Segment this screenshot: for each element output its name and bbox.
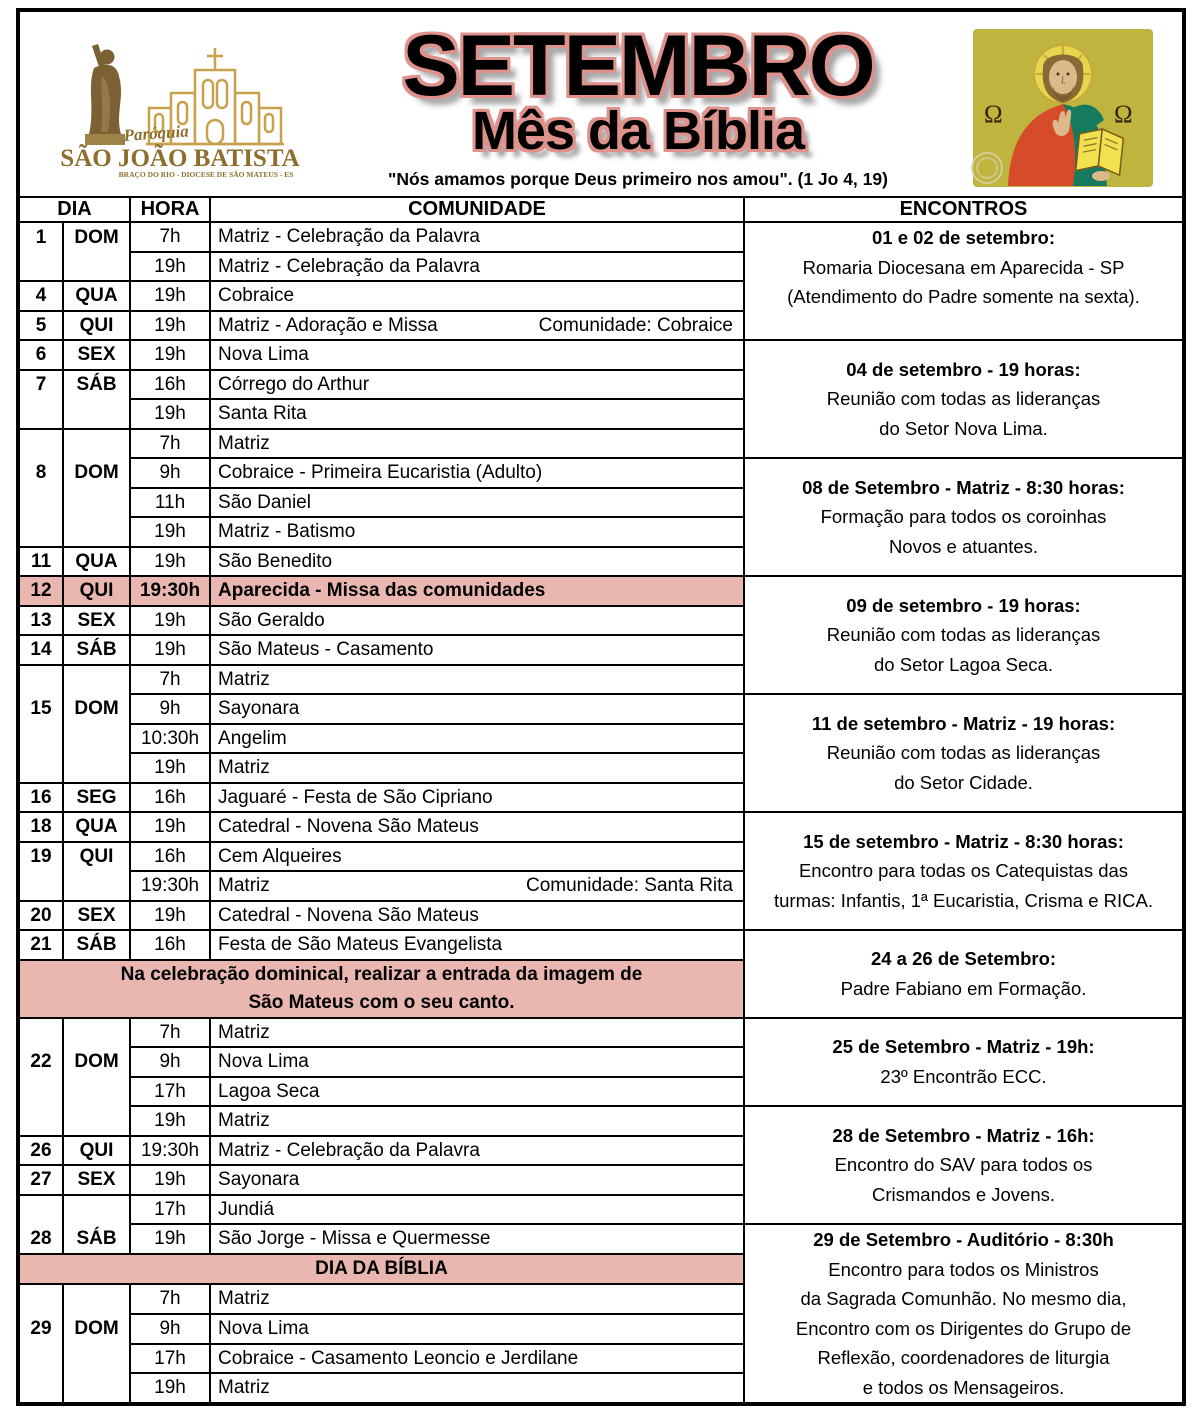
day-number-cell: 27 bbox=[20, 1165, 63, 1195]
logo-diocese-line: BRAÇO DO RIO - DIOCESE DE SÃO MATEUS - ES bbox=[118, 170, 294, 179]
logo-small-title: Paróquia bbox=[122, 121, 190, 145]
day-number-cell bbox=[20, 252, 63, 282]
community-cell: São Geraldo bbox=[210, 606, 744, 636]
day-number-cell bbox=[20, 429, 63, 459]
time-cell: 9h bbox=[130, 694, 210, 724]
schedule-row bbox=[20, 930, 1182, 960]
community-cell: Festa de São Mateus Evangelista bbox=[210, 930, 744, 960]
day-number-cell: 26 bbox=[20, 1136, 63, 1166]
community-cell: Cobraice - Primeira Eucaristia (Adulto) bbox=[210, 458, 744, 488]
community-cell: Angelim bbox=[210, 724, 744, 754]
day-number-cell: 28 bbox=[30, 1227, 52, 1249]
community-cell: Nova Lima bbox=[210, 1047, 744, 1077]
day-name-cell bbox=[63, 1373, 130, 1402]
community-cell: São Jorge - Missa e Quermesse bbox=[210, 1224, 744, 1254]
day-name-cell: SEX bbox=[63, 606, 130, 636]
page-header bbox=[20, 12, 1182, 196]
day-number-cell: 15 bbox=[30, 698, 52, 719]
community-cell: Lagoa Seca bbox=[210, 1077, 744, 1107]
community-cell: Matriz - Adoração e Missa Comunidade: Cobraice bbox=[210, 311, 744, 341]
community-cell: São Daniel bbox=[210, 488, 744, 518]
day-name-cell bbox=[63, 252, 130, 282]
community-cell: Matriz Comunidade: Santa Rita bbox=[210, 871, 744, 901]
community-cell: Nova Lima bbox=[210, 340, 744, 370]
time-cell: 19h bbox=[130, 1373, 210, 1402]
encontros-cell: 11 de setembro - Matriz - 19 horas: Reunião com todas as lideranças do Setor Cidade. bbox=[744, 694, 1182, 812]
day-number-cell: 22 bbox=[30, 1051, 52, 1072]
community-cell: Matriz - Celebração da Palavra bbox=[210, 252, 744, 282]
day-name-cell: QUI bbox=[63, 576, 130, 606]
time-cell: 17h bbox=[130, 1077, 210, 1107]
day-name-cell: SÁB bbox=[63, 1224, 130, 1254]
community-cell: Matriz bbox=[210, 665, 744, 695]
time-cell: 16h bbox=[130, 842, 210, 872]
time-cell: 19:30h bbox=[130, 871, 210, 901]
time-cell: 19h bbox=[130, 547, 210, 577]
day-number-cell bbox=[20, 1195, 63, 1225]
community-cell: Matriz - Celebração da Palavra bbox=[210, 222, 744, 252]
day-number-cell: 13 bbox=[20, 606, 63, 636]
day-name-cell: QUI bbox=[63, 311, 130, 341]
day-name-cell: QUA bbox=[63, 281, 130, 311]
day-number-cell: 6 bbox=[20, 340, 63, 370]
banner-cell: Na celebração dominical, realizar a entrada da imagem de São Mateus com o seu canto. bbox=[20, 960, 744, 1018]
encontros-cell: 25 de Setembro - Matriz - 19h: 23º Encontrão ECC. bbox=[744, 1018, 1182, 1107]
day-name-cell bbox=[63, 1284, 130, 1314]
time-cell: 7h bbox=[130, 1018, 210, 1048]
community-cell: Cem Alqueires bbox=[210, 842, 744, 872]
day-number-cell bbox=[20, 1106, 63, 1136]
encontros-cell: 15 de setembro - Matriz - 8:30 horas: Encontro para todas os Catequistas das turmas: Infantis, 1ª Eucaristia, Crisma e RICA. bbox=[744, 812, 1182, 930]
day-number-cell bbox=[20, 488, 63, 518]
community-cell: Cobraice bbox=[210, 281, 744, 311]
schedule-row bbox=[20, 694, 1182, 724]
community-cell: Matriz bbox=[210, 1018, 744, 1048]
day-number-cell: 29 bbox=[30, 1317, 52, 1339]
day-name-cell bbox=[63, 1077, 130, 1107]
time-cell: 19h bbox=[130, 252, 210, 282]
time-cell: 9h bbox=[130, 1047, 210, 1077]
time-cell: 19h bbox=[130, 340, 210, 370]
day-number-cell: 4 bbox=[20, 281, 63, 311]
table-header-row bbox=[20, 197, 1182, 222]
community-cell: Matriz bbox=[210, 753, 744, 783]
time-cell: 7h bbox=[130, 429, 210, 459]
time-cell: 9h bbox=[130, 458, 210, 488]
time-cell: 19h bbox=[130, 901, 210, 931]
schedule-row bbox=[20, 1224, 1182, 1254]
day-name-cell: QUI bbox=[63, 1136, 130, 1166]
day-name-cell: QUI bbox=[63, 842, 130, 872]
community-cell: Córrego do Arthur bbox=[210, 370, 744, 400]
day-number-cell bbox=[20, 665, 63, 695]
day-number-cell: 16 bbox=[20, 783, 63, 813]
time-cell: 19h bbox=[130, 1224, 210, 1254]
community-cell: Aparecida - Missa das comunidades bbox=[210, 576, 744, 606]
community-cell: Nova Lima bbox=[210, 1314, 744, 1344]
day-number-cell: 14 bbox=[20, 635, 63, 665]
time-cell: 7h bbox=[130, 222, 210, 252]
parish-logo-graphic bbox=[54, 36, 306, 180]
christ-icon bbox=[970, 28, 1156, 195]
christ-icon-graphic bbox=[970, 28, 1156, 190]
community-cell: Sayonara bbox=[210, 694, 744, 724]
day-number-cell bbox=[20, 1373, 63, 1402]
column-header-dia: DIA bbox=[20, 197, 130, 222]
day-name-cell: SEX bbox=[63, 1165, 130, 1195]
schedule-row bbox=[20, 340, 1182, 370]
column-header-comunidade: COMUNIDADE bbox=[210, 197, 744, 222]
community-cell: Matriz bbox=[210, 1106, 744, 1136]
bible-quote: "Nós amamos porque Deus primeiro nos amou". (1 Jo 4, 19) bbox=[388, 169, 888, 189]
encontros-cell: 29 de Setembro - Auditório - 8:30h Encontro para todos os Ministros da Sagrada Comunhão. No mesmo dia, Encontro com os Dirigentes do Grupo de Reflexão, coordenadores de liturgia e todos os Mensageiros. bbox=[744, 1224, 1182, 1402]
day-number-cell: 20 bbox=[20, 901, 63, 931]
page-frame bbox=[16, 8, 1186, 1406]
time-cell: 19h bbox=[130, 812, 210, 842]
community-cell: Cobraice - Casamento Leoncio e Jerdilane bbox=[210, 1344, 744, 1374]
time-cell: 7h bbox=[130, 1284, 210, 1314]
column-header-hora: HORA bbox=[130, 197, 210, 222]
title-block bbox=[306, 18, 970, 190]
page-title: SETEMBRO bbox=[402, 18, 874, 114]
schedule-table bbox=[20, 196, 1182, 1402]
day-name-cell bbox=[63, 488, 130, 518]
time-cell: 19h bbox=[130, 1106, 210, 1136]
day-name-cell bbox=[63, 1344, 130, 1374]
schedule-body bbox=[20, 222, 1182, 1402]
time-cell: 17h bbox=[130, 1195, 210, 1225]
day-number-cell bbox=[20, 1018, 63, 1048]
time-cell: 19:30h bbox=[130, 576, 210, 606]
day-number-cell: 7 bbox=[20, 370, 63, 400]
day-name-cell bbox=[63, 753, 130, 783]
schedule-row bbox=[20, 222, 1182, 252]
encontros-cell: 04 de setembro - 19 horas: Reunião com todas as lideranças do Setor Nova Lima. bbox=[744, 340, 1182, 458]
day-name-cell: SEX bbox=[63, 340, 130, 370]
time-cell: 19h bbox=[130, 635, 210, 665]
day-name-cell: SÁB bbox=[63, 370, 130, 400]
time-cell: 19:30h bbox=[130, 1136, 210, 1166]
day-name-cell: SÁB bbox=[63, 930, 130, 960]
day-number-cell: 5 bbox=[20, 311, 63, 341]
day-name-cell: DOM bbox=[63, 694, 130, 724]
encontros-cell: 09 de setembro - 19 horas: Reunião com todas as lideranças do Setor Lagoa Seca. bbox=[744, 576, 1182, 694]
time-cell: 19h bbox=[130, 311, 210, 341]
day-number-cell bbox=[20, 1284, 63, 1314]
schedule-row bbox=[20, 812, 1182, 842]
schedule-row bbox=[20, 458, 1182, 488]
parish-logo bbox=[54, 36, 306, 185]
day-name-cell: SÁB bbox=[63, 635, 130, 665]
community-cell: Jaguaré - Festa de São Cipriano bbox=[210, 783, 744, 813]
day-number-cell: 11 bbox=[20, 547, 63, 577]
community-cell: Catedral - Novena São Mateus bbox=[210, 901, 744, 931]
schedule-row bbox=[20, 1018, 1182, 1048]
time-cell: 19h bbox=[130, 606, 210, 636]
encontros-cell: 08 de Setembro - Matriz - 8:30 horas: Formação para todos os coroinhas Novos e atuantes. bbox=[744, 458, 1182, 576]
day-name-cell: SEX bbox=[63, 901, 130, 931]
omega-left: Ω bbox=[984, 101, 1003, 128]
day-name-cell: DOM bbox=[63, 222, 130, 252]
logo-parish-name: SÃO JOÃO BATISTA bbox=[60, 145, 300, 172]
community-cell: Matriz bbox=[210, 429, 744, 459]
community-cell: Matriz - Celebração da Palavra bbox=[210, 1136, 744, 1166]
schedule-row bbox=[20, 1106, 1182, 1136]
time-cell: 9h bbox=[130, 1314, 210, 1344]
day-name-cell: DOM bbox=[63, 1047, 130, 1077]
community-cell: São Mateus - Casamento bbox=[210, 635, 744, 665]
time-cell: 19h bbox=[130, 281, 210, 311]
day-name-cell bbox=[63, 724, 130, 754]
day-number-cell bbox=[20, 724, 63, 754]
day-number-cell bbox=[20, 1077, 63, 1107]
community-cell: Jundiá bbox=[210, 1195, 744, 1225]
day-number-cell: 12 bbox=[20, 576, 63, 606]
day-number-cell: 19 bbox=[20, 842, 63, 872]
column-header-encontros: ENCONTROS bbox=[744, 197, 1182, 222]
time-cell: 19h bbox=[130, 753, 210, 783]
time-cell: 16h bbox=[130, 370, 210, 400]
day-number-cell: 8 bbox=[35, 462, 47, 483]
day-number-cell bbox=[20, 517, 63, 547]
day-number-cell bbox=[20, 1344, 63, 1374]
day-number-cell: 18 bbox=[20, 812, 63, 842]
time-cell: 16h bbox=[130, 783, 210, 813]
page-subtitle: Mês da Bíblia bbox=[471, 101, 805, 161]
time-cell: 19h bbox=[130, 517, 210, 547]
day-name-cell bbox=[63, 1106, 130, 1136]
day-number-cell bbox=[20, 871, 63, 901]
encontros-cell: 28 de Setembro - Matriz - 16h: Encontro do SAV para todos os Crismandos e Jovens. bbox=[744, 1106, 1182, 1224]
day-number-cell bbox=[20, 753, 63, 783]
day-name-cell bbox=[63, 429, 130, 459]
day-name-cell: QUA bbox=[63, 812, 130, 842]
day-name-cell bbox=[63, 517, 130, 547]
day-name-cell bbox=[63, 1018, 130, 1048]
schedule-row bbox=[20, 576, 1182, 606]
community-cell: Matriz bbox=[210, 1373, 744, 1402]
day-name-cell bbox=[63, 399, 130, 429]
time-cell: 16h bbox=[130, 930, 210, 960]
community-cell: São Benedito bbox=[210, 547, 744, 577]
time-cell: 10:30h bbox=[130, 724, 210, 754]
community-cell: Catedral - Novena São Mateus bbox=[210, 812, 744, 842]
banner-cell: DIA DA BÍBLIA bbox=[20, 1254, 744, 1284]
omega-right: Ω bbox=[1114, 101, 1133, 128]
time-cell: 19h bbox=[130, 1165, 210, 1195]
day-number-cell: 1 bbox=[20, 222, 63, 252]
community-cell: Santa Rita bbox=[210, 399, 744, 429]
encontros-cell: 01 e 02 de setembro: Romaria Diocesana em Aparecida - SP (Atendimento do Padre somente na sexta). bbox=[744, 222, 1182, 340]
day-name-cell bbox=[63, 1195, 130, 1225]
day-name-cell bbox=[63, 871, 130, 901]
day-name-cell: SEG bbox=[63, 783, 130, 813]
statue-graphic bbox=[85, 44, 125, 145]
time-cell: 19h bbox=[130, 399, 210, 429]
day-name-cell: DOM bbox=[63, 1314, 130, 1344]
time-cell: 17h bbox=[130, 1344, 210, 1374]
time-cell: 7h bbox=[130, 665, 210, 695]
community-cell: Matriz - Batismo bbox=[210, 517, 744, 547]
time-cell: 11h bbox=[130, 488, 210, 518]
community-cell: Matriz bbox=[210, 1284, 744, 1314]
day-number-cell: 21 bbox=[20, 930, 63, 960]
day-name-cell: DOM bbox=[63, 458, 130, 488]
day-name-cell bbox=[63, 665, 130, 695]
day-number-cell bbox=[20, 399, 63, 429]
day-name-cell: QUA bbox=[63, 547, 130, 577]
community-cell: Sayonara bbox=[210, 1165, 744, 1195]
encontros-cell: 24 a 26 de Setembro: Padre Fabiano em Formação. bbox=[744, 930, 1182, 1018]
